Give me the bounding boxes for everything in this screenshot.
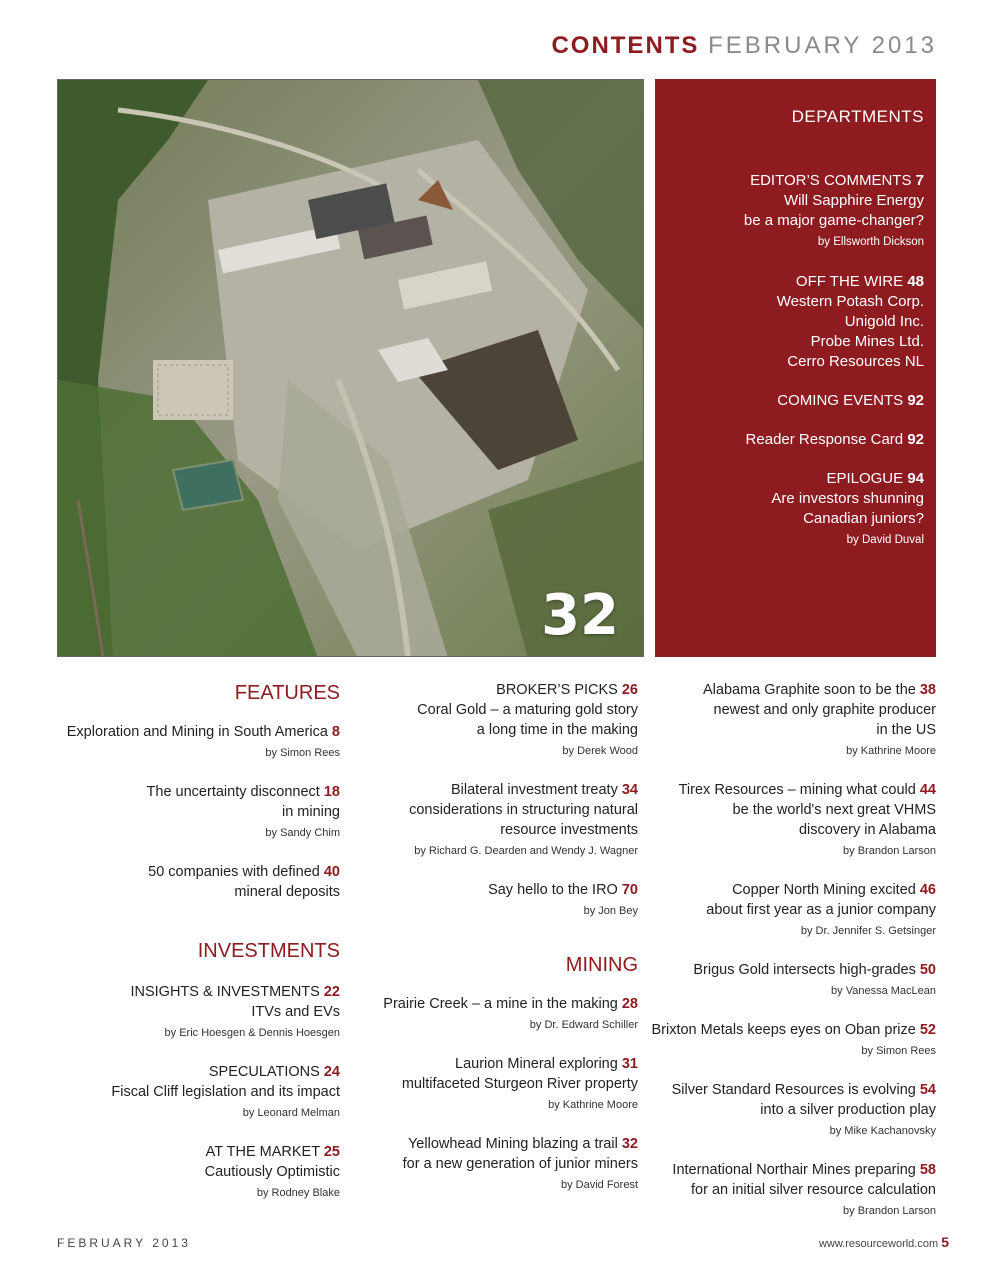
dept-page: 48 [907,273,924,290]
dept-line: be a major game-changer? [743,212,924,229]
item-line: in mining [281,804,340,820]
item-line: into a silver production play [760,1102,936,1118]
item-line: about first year as a junior company [706,902,936,918]
item-line: mineral deposits [234,884,340,900]
item-page: 28 [621,996,638,1012]
dept-entry-off-the-wire[interactable] [667,272,924,372]
dept-entry-coming-events[interactable] [667,391,924,411]
item-page: 24 [323,1064,340,1080]
item-page: 54 [919,1082,936,1098]
dept-page: 92 [907,431,924,448]
item-title: BROKER’S PICKS [496,682,618,698]
dept-label: COMING EVENTS [777,392,904,409]
item-line: newest and only graphite producer [713,702,936,718]
item-title: The uncertainty disconnect [146,784,320,800]
item-line: for an initial silver resource calculation [691,1182,936,1198]
item-title: Prairie Creek – a mine in the making [383,996,618,1012]
dept-label: OFF THE WIRE [795,273,904,290]
item-line: discovery in Alabama [798,822,936,838]
item-line: multifaceted Sturgeon River property [401,1076,638,1092]
dept-byline: by David Duval [846,534,924,546]
item-page: 44 [919,782,936,798]
dept-label: EDITOR’S COMMENTS [750,172,912,189]
footer-page-number: 5 [941,1234,949,1250]
item-byline: by Richard G. Dearden and Wendy J. Wagner [414,845,638,857]
item-page: 50 [919,962,936,978]
item-title: Bilateral investment treaty [451,782,618,798]
item-byline: by Brandon Larson [843,845,936,857]
feature-page-number: 32 [541,583,619,648]
dept-entry-reader-response[interactable] [667,430,924,450]
dept-line: Unigold Inc. [844,313,924,330]
item-page: 22 [323,984,340,1000]
item-title: AT THE MARKET [205,1144,320,1160]
item-byline: by Mike Kachanovsky [829,1125,936,1137]
footer-url[interactable]: www.resourceworld.com [818,1238,939,1250]
item-page: 58 [919,1162,936,1178]
dept-line: Are investors shunning [771,490,924,507]
dept-page: 92 [907,392,924,409]
item-line: Coral Gold – a maturing gold story [417,702,638,718]
mining-item[interactable] [360,1134,638,1196]
dept-line: Canadian juniors? [803,510,924,527]
item-title: Silver Standard Resources is evolving [671,1082,916,1098]
item-byline: by Kathrine Moore [548,1099,638,1111]
item-title: Alabama Graphite soon to be the [703,682,916,698]
dept-page: 94 [907,470,924,487]
item-line: Cautiously Optimistic [204,1164,340,1180]
item-page: 26 [621,682,638,698]
column-right [650,680,936,1222]
right-item[interactable] [650,680,936,762]
item-byline: by Eric Hoesgen & Dennis Hoesgen [164,1027,340,1039]
item-byline: by Sandy Chim [265,827,340,839]
item-page: 31 [621,1056,638,1072]
dept-line: Will Sapphire Energy [783,192,924,209]
item-title: SPECULATIONS [208,1064,320,1080]
dept-label: EPILOGUE [826,470,904,487]
features-title: FEATURES [234,682,340,704]
right-item[interactable] [650,1080,936,1142]
item-title: 50 companies with defined [148,864,320,880]
item-line: Fiscal Cliff legislation and its impact [111,1084,340,1100]
item-byline: by Rodney Blake [256,1187,340,1199]
item-line: resource investments [500,822,638,838]
features-item[interactable] [57,782,340,844]
dept-line: Probe Mines Ltd. [810,333,924,350]
item-byline: by Simon Rees [265,747,340,759]
right-item[interactable] [650,1160,936,1222]
issue-date: FEBRUARY 2013 [708,32,937,59]
item-title: Copper North Mining excited [732,882,916,898]
item-line: for a new generation of junior miners [402,1156,638,1172]
page-header [551,32,937,60]
departments-panel [655,79,936,657]
item-page: 38 [919,682,936,698]
item-byline: by Jon Bey [583,905,638,917]
investments-item[interactable] [57,1062,340,1124]
item-title: Brixton Metals keeps eyes on Oban prize [651,1022,916,1038]
item-title: International Northair Mines preparing [672,1162,916,1178]
footer-website[interactable] [819,1234,949,1250]
investments-item[interactable] [57,982,340,1044]
dept-entry-epilogue[interactable] [667,469,924,551]
item-line: a long time in the making [476,722,638,738]
dept-page: 7 [915,172,924,189]
right-item[interactable] [650,880,936,942]
dept-line: Western Potash Corp. [776,293,924,310]
item-page: 70 [621,882,638,898]
item-line: in the US [876,722,936,738]
column-features-investments [57,680,340,1204]
dept-label: Reader Response Card [745,431,904,448]
item-title: Yellowhead Mining blazing a trail [407,1136,618,1152]
right-item[interactable] [650,780,936,862]
mining-item[interactable] [360,994,638,1036]
middle-item[interactable] [360,680,638,762]
aerial-photo-illustration [58,80,644,657]
features-item[interactable] [57,862,340,902]
item-byline: by Vanessa MacLean [831,985,936,997]
item-page: 32 [621,1136,638,1152]
item-page: 8 [331,724,340,740]
item-byline: by Brandon Larson [843,1205,936,1217]
item-page: 25 [323,1144,340,1160]
item-title: INSIGHTS & INVESTMENTS [130,984,320,1000]
aerial-mine-photo [57,79,644,657]
investments-item[interactable] [57,1142,340,1204]
item-line: considerations in structuring natural [409,802,638,818]
contents-title: CONTENTS [551,32,700,59]
dept-line: Cerro Resources NL [787,353,924,370]
item-byline: by Simon Rees [861,1045,936,1057]
item-line: ITVs and EVs [251,1004,340,1020]
item-byline: by Leonard Melman [242,1107,340,1119]
right-item[interactable] [650,960,936,1002]
item-page: 46 [919,882,936,898]
item-page: 52 [919,1022,936,1038]
right-item[interactable] [650,1020,936,1062]
item-title: Brigus Gold intersects high-grades [693,962,916,978]
footer-issue-date: FEBRUARY 2013 [57,1236,191,1250]
item-page: 34 [621,782,638,798]
item-byline: by Derek Wood [562,745,638,757]
item-page: 18 [323,784,340,800]
features-item[interactable] [57,722,340,764]
item-title: Laurion Mineral exploring [455,1056,618,1072]
mining-title: MINING [565,954,638,976]
dept-byline: by Ellsworth Dickson [817,236,924,248]
item-byline: by Kathrine Moore [846,745,936,757]
item-byline: by Dr. Jennifer S. Getsinger [800,925,936,937]
item-title: Exploration and Mining in South America [66,724,328,740]
investments-title: INVESTMENTS [197,940,340,962]
item-byline: by Dr. Edward Schiller [529,1019,638,1031]
dept-entry-editors-comments[interactable] [667,171,924,253]
departments-title: DEPARTMENTS [791,107,924,126]
column-middle-mining [360,680,638,1196]
item-page: 40 [323,864,340,880]
middle-item[interactable] [360,880,638,922]
middle-item[interactable] [360,780,638,862]
mining-item[interactable] [360,1054,638,1116]
item-byline: by David Forest [560,1179,638,1191]
item-title: Say hello to the IRO [488,882,618,898]
item-line: be the world's next great VHMS [732,802,936,818]
item-title: Tirex Resources – mining what could [678,782,916,798]
